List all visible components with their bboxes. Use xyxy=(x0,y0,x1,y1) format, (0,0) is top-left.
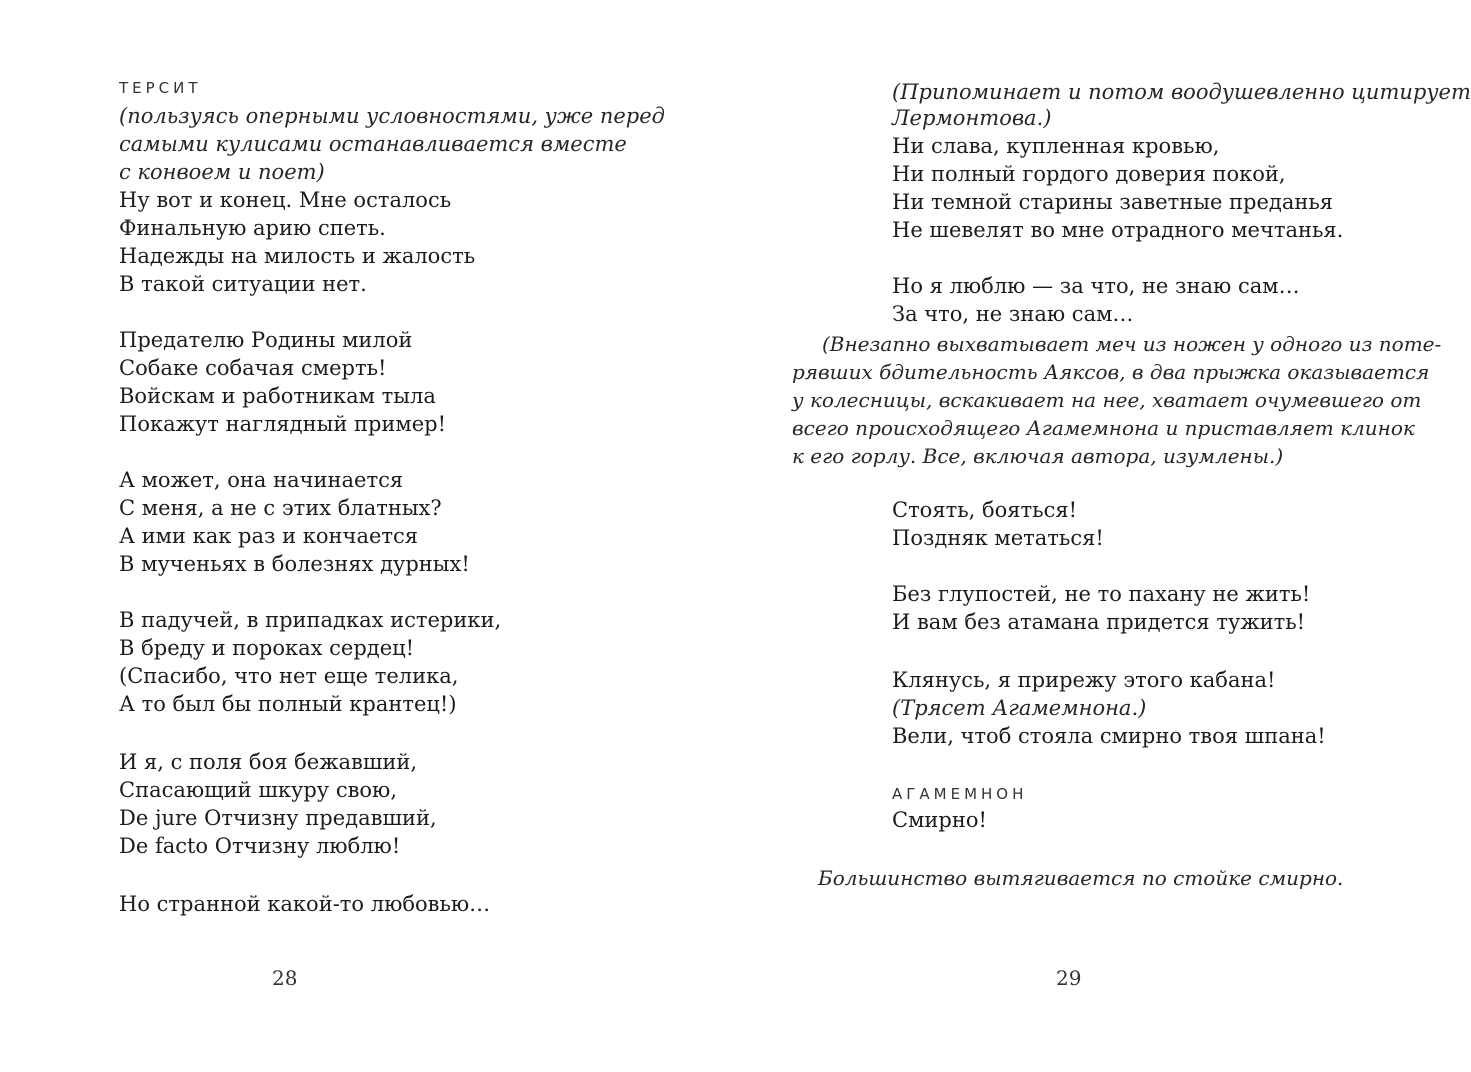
verse-line: Покажут наглядный пример! xyxy=(119,412,447,436)
verse-line: В бреду и пороках сердец! xyxy=(119,636,415,660)
verse-line: А ими как раз и кончается xyxy=(119,524,419,548)
verse-line: Но странной какой-то любовью… xyxy=(119,892,491,916)
verse-line: Войскам и работникам тыла xyxy=(119,384,436,408)
stage-direction-line: (Внезапно выхватывает меч из ножен у одного из поте- xyxy=(822,332,1442,356)
verse-line: Без глупостей, не то пахану не жить! xyxy=(892,582,1311,606)
verse-line: Собаке собачая смерть! xyxy=(119,356,387,380)
verse-line: Ну вот и конец. Мне осталось xyxy=(119,188,452,212)
verse-line: Клянусь, я прирежу этого кабана! xyxy=(892,668,1276,692)
verse-line: (Спасибо, что нет еще телика, xyxy=(119,664,459,688)
right-page xyxy=(736,0,1471,1072)
closing-stage-direction: Большинство вытягивается по стойке смирно. xyxy=(818,866,1344,890)
quote-line: Ни темной старины заветные преданья xyxy=(892,190,1334,214)
quote-line: За что, не знаю сам… xyxy=(892,302,1134,326)
verse-line: И я, с поля боя бежавший, xyxy=(119,750,418,774)
verse-line: В мученьях в болезнях дурных! xyxy=(119,552,470,576)
stage-direction-line: (Припоминает и потом воодушевленно цитирует xyxy=(892,80,1471,104)
verse-line: De facto Отчизну люблю! xyxy=(119,834,401,858)
stage-direction-line: самыми кулисами останавливается вместе xyxy=(119,132,627,156)
stage-direction-line: (пользуясь оперными условностями, уже перед xyxy=(119,104,665,128)
page-number: 29 xyxy=(1056,966,1082,990)
stage-direction-line: у колесницы, вскакивает на нее, хватает очумевшего от xyxy=(792,388,1422,412)
stage-direction-line: рявших бдительность Аяксов, в два прыжка оказывается xyxy=(792,360,1430,384)
verse-line: А то был бы полный крантец!) xyxy=(119,692,457,716)
verse-line: В падучей, в припадках истерики, xyxy=(119,608,502,632)
quote-line: Не шевелят во мне отрадного мечтанья. xyxy=(892,218,1344,242)
verse-line: Предателю Родины милой xyxy=(119,328,413,352)
verse-line: С меня, а не с этих блатных? xyxy=(119,496,442,520)
verse-line: В такой ситуации нет. xyxy=(119,272,367,296)
speaker-name: ТЕРСИТ xyxy=(119,79,202,97)
verse-line: Финальную арию спеть. xyxy=(119,216,386,240)
stage-direction-line: (Трясет Агамемнона.) xyxy=(892,696,1147,720)
stage-direction-line: к его горлу. Все, включая автора, изумлены.) xyxy=(792,444,1284,468)
quote-line: Ни полный гордого доверия покой, xyxy=(892,162,1286,186)
verse-line: Смирно! xyxy=(892,808,987,832)
verse-line: А может, она начинается xyxy=(119,468,404,492)
verse-line: Вели, чтоб стояла смирно твоя шпана! xyxy=(892,724,1326,748)
stage-direction-line: с конвоем и поет) xyxy=(119,160,325,184)
stage-direction-line: всего происходящего Агамемнона и приставляет клинок xyxy=(792,416,1415,440)
quote-line: Ни слава, купленная кровью, xyxy=(892,134,1220,158)
verse-line: De jure Отчизну предавший, xyxy=(119,806,437,830)
quote-line: Но я люблю — за что, не знаю сам… xyxy=(892,274,1300,298)
page-number: 28 xyxy=(272,966,298,990)
verse-line: Стоять, бояться! xyxy=(892,498,1078,522)
stage-direction-line: Лермонтова.) xyxy=(892,106,1052,130)
verse-line: Надежды на милость и жалость xyxy=(119,244,476,268)
verse-line: Поздняк метаться! xyxy=(892,526,1104,550)
verse-line: И вам без атамана придется тужить! xyxy=(892,610,1306,634)
verse-line: Спасающий шкуру свою, xyxy=(119,778,398,802)
speaker-name: АГАМЕМНОН xyxy=(892,785,1028,803)
